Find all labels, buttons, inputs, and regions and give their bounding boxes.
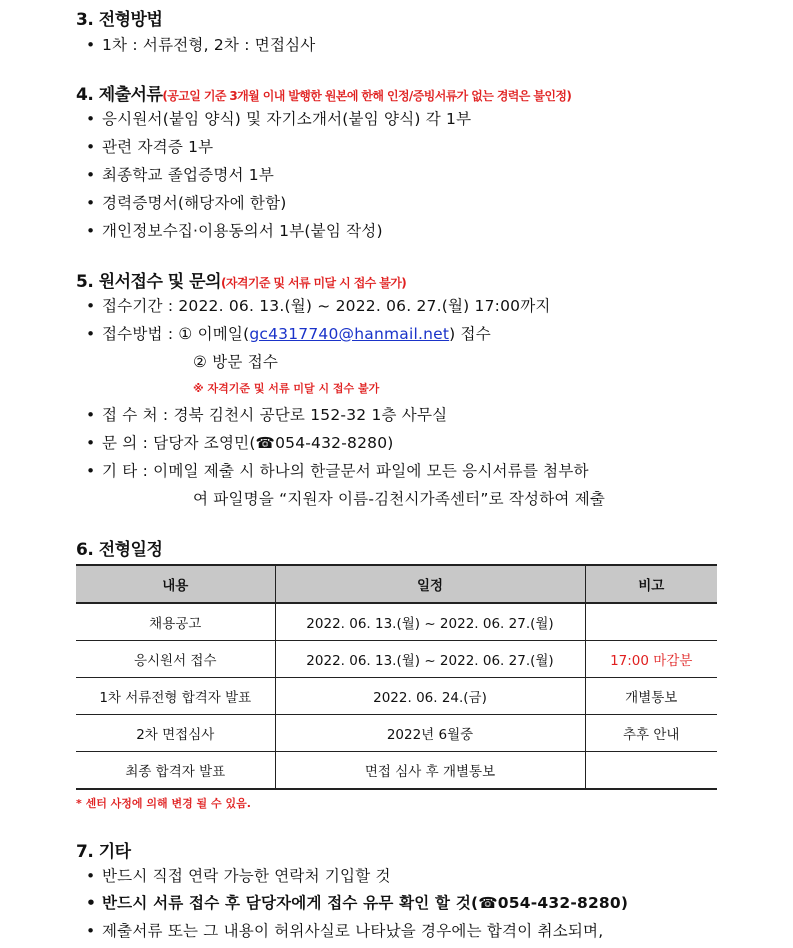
- list-item-text: 접 수 처 : 경북 김천시 공단로 152-32 1층 사무실: [102, 406, 448, 424]
- footnote-text: * 센터 사정에 의해 변경 될 수 있음.: [76, 797, 251, 810]
- bullet-icon: •: [86, 36, 96, 54]
- list-item-inquiry: [86, 431, 394, 453]
- table-row: [76, 603, 717, 641]
- section-7-heading: [76, 837, 131, 862]
- table-cell: 2022. 06. 13.(월) ~ 2022. 06. 27.(월): [275, 603, 585, 641]
- list-item-text: 문 의 : 담당자 조영민(☎054-432-8280): [102, 434, 394, 452]
- table-cell: 추후 안내: [585, 715, 717, 752]
- table-cell: 2차 면접심사: [76, 715, 275, 752]
- bullet-icon: •: [86, 894, 97, 912]
- table-row: [76, 715, 717, 752]
- column-header: 일정: [275, 565, 585, 603]
- table-cell: 17:00 마감분: [585, 641, 717, 678]
- list-item-important: [86, 891, 628, 913]
- list-item-text: 반드시 서류 접수 후 담당자에게 접수 유무 확인 할 것(☎054-432-8280): [102, 894, 629, 912]
- method-visit: [193, 350, 278, 372]
- section-6-title: 6. 전형일정: [76, 540, 163, 560]
- section-3-title: 3. 전형방법: [76, 10, 163, 30]
- list-item: [86, 864, 391, 886]
- section-4-heading: [76, 80, 571, 105]
- table-header-row: [76, 565, 717, 603]
- method-prefix: 접수방법 : ① 이메일(: [102, 325, 250, 343]
- bullet-icon: •: [86, 867, 96, 885]
- list-item-text: 접수기간 : 2022. 06. 13.(월) ~ 2022. 06. 27.(월) 17:00까지: [102, 297, 551, 315]
- list-item-text: 경력증명서(해당자에 한함): [102, 194, 287, 212]
- list-item: [86, 219, 383, 241]
- section-4-title: 4. 제출서류: [76, 85, 163, 105]
- list-item-text: 반드시 직접 연락 가능한 연락처 기입할 것: [102, 867, 391, 885]
- bullet-icon: •: [86, 406, 96, 424]
- bullet-icon: •: [86, 194, 96, 212]
- list-item-text: 관련 자격증 1부: [102, 138, 214, 156]
- table-cell: 면접 심사 후 개별통보: [275, 752, 585, 790]
- list-item: [86, 919, 603, 941]
- list-item-period: [86, 294, 551, 316]
- table-cell: [585, 752, 717, 790]
- warning-note: [193, 380, 379, 396]
- list-item-text: 제출서류 또는 그 내용이 허위사실로 나타났을 경우에는 합격이 취소되며,: [102, 922, 604, 940]
- bullet-icon: •: [86, 297, 96, 315]
- bullet-icon: •: [86, 166, 96, 184]
- section-5-title: 5. 원서접수 및 문의: [76, 272, 221, 292]
- email-link[interactable]: gc4317740@hanmail.net: [249, 325, 450, 343]
- table-cell: 채용공고: [76, 603, 275, 641]
- table-cell: 2022년 6월중: [275, 715, 585, 752]
- bullet-icon: •: [86, 110, 96, 128]
- list-item-etc: [86, 459, 589, 481]
- list-item: [86, 191, 287, 213]
- table-cell: 2022. 06. 13.(월) ~ 2022. 06. 27.(월): [275, 641, 585, 678]
- table-cell: 최종 합격자 발표: [76, 752, 275, 790]
- table-cell: 1차 서류전형 합격자 발표: [76, 678, 275, 715]
- list-item-text: 최종학교 졸업증명서 1부: [102, 166, 275, 184]
- etc-continuation-text: 여 파일명을 “지원자 이름-김천시가족센터”로 작성하여 제출: [193, 490, 606, 508]
- table-row: [76, 752, 717, 790]
- bullet-icon: •: [86, 434, 96, 452]
- table-row: [76, 641, 717, 678]
- column-header: 내용: [76, 565, 275, 603]
- bullet-icon: •: [86, 325, 96, 343]
- list-item-text: 개인정보수집·이용동의서 1부(붙임 작성): [102, 222, 383, 240]
- schedule-footnote: [76, 795, 251, 811]
- section-4-note: (공고일 기준 3개월 이내 발행한 원본에 한해 인정/증빙서류가 없는 경력은 불인정): [162, 89, 572, 103]
- section-7-title: 7. 기타: [76, 842, 131, 862]
- list-item: [86, 163, 274, 185]
- table-row: [76, 678, 717, 715]
- list-item-text: 1차 : 서류전형, 2차 : 면접심사: [102, 36, 316, 54]
- list-item-text: 기 타 : 이메일 제출 시 하나의 한글문서 파일에 모든 응시서류를 첨부하: [102, 462, 589, 480]
- section-5-heading: [76, 267, 406, 292]
- table-cell: 개별통보: [585, 678, 717, 715]
- schedule-table: [76, 564, 717, 790]
- list-item: [86, 135, 213, 157]
- table-cell: 응시원서 접수: [76, 641, 275, 678]
- bullet-icon: •: [86, 922, 96, 940]
- list-item-place: [86, 403, 447, 425]
- list-item-text: 응시원서(붙임 양식) 및 자기소개서(붙임 양식) 각 1부: [102, 110, 472, 128]
- bullet-icon: •: [86, 138, 96, 156]
- section-6-heading: [76, 535, 162, 560]
- list-item: [86, 33, 315, 55]
- column-header: 비고: [585, 565, 717, 603]
- section-5-note: (자격기준 및 서류 미달 시 접수 불가): [221, 276, 407, 290]
- table-cell: [585, 603, 717, 641]
- etc-continuation: [193, 487, 605, 509]
- section-3-heading: [76, 5, 162, 30]
- list-item-method: [86, 322, 491, 344]
- table-cell: 2022. 06. 24.(금): [275, 678, 585, 715]
- method-visit-text: ② 방문 접수: [193, 353, 279, 371]
- bullet-icon: •: [86, 222, 96, 240]
- warning-text: ※ 자격기준 및 서류 미달 시 접수 불가: [193, 382, 380, 395]
- method-suffix: ) 접수: [449, 325, 491, 343]
- bullet-icon: •: [86, 462, 96, 480]
- list-item: [86, 107, 471, 129]
